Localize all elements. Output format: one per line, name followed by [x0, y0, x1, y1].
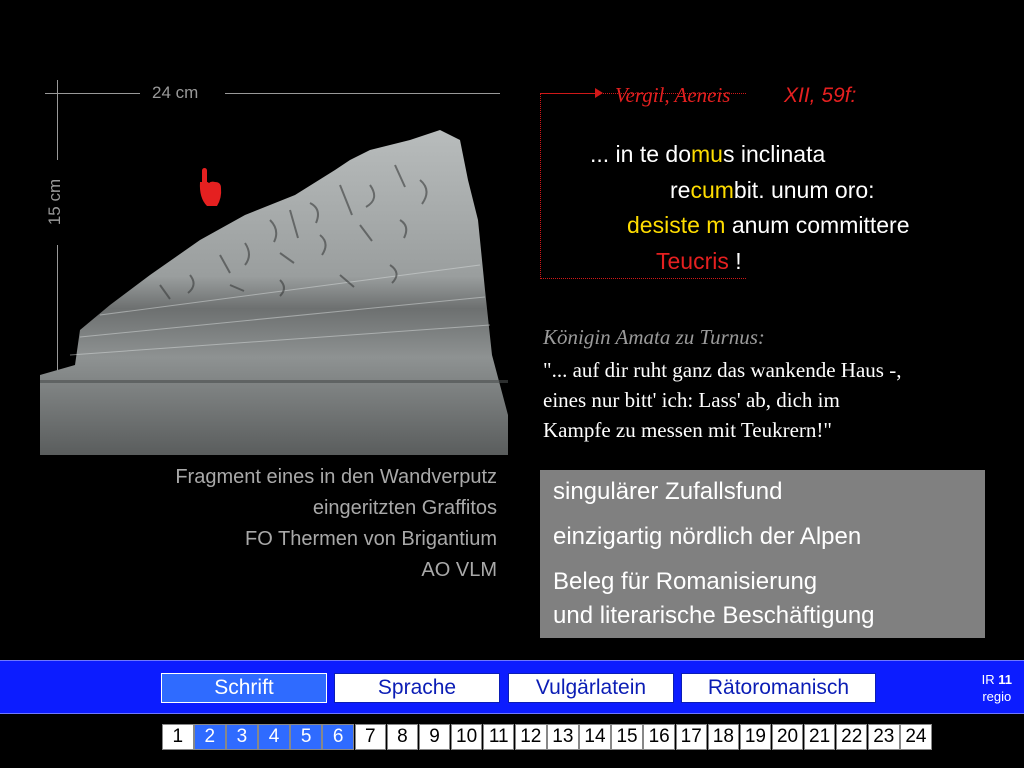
page-number-button[interactable]: 10 — [451, 724, 483, 750]
page-number-button[interactable]: 14 — [579, 724, 611, 750]
slide-code-number: 11 — [998, 672, 1012, 687]
page-number-button[interactable]: 4 — [258, 724, 290, 750]
page-number-button[interactable]: 19 — [740, 724, 772, 750]
latin-line-3 — [627, 212, 910, 239]
page-number-button[interactable]: 16 — [643, 724, 675, 750]
slide-code-sub: regio — [982, 689, 1012, 704]
latin-text: anum committere — [731, 212, 910, 238]
page-number-button[interactable]: 3 — [226, 724, 258, 750]
page-number-button[interactable]: 11 — [483, 724, 515, 750]
translation-heading: Königin Amata zu Turnus: — [543, 325, 765, 349]
page-number-button[interactable]: 12 — [515, 724, 547, 750]
latin-text: re — [670, 177, 691, 203]
page-number-button[interactable]: 23 — [868, 724, 900, 750]
page-number-button[interactable]: 18 — [708, 724, 740, 750]
quote-bracket-top — [540, 93, 595, 95]
translation-line: Kampfe zu messen mit Teukrern!" — [543, 418, 832, 442]
translation-line: eines nur bitt' ich: Lass' ab, dich im — [543, 388, 840, 412]
nav-button-schrift[interactable]: Schrift — [161, 673, 327, 703]
page-number-button[interactable]: 15 — [611, 724, 643, 750]
latin-highlight-red: Teucris — [656, 248, 729, 274]
page-number-button[interactable]: 8 — [387, 724, 419, 750]
page-number-button[interactable]: 9 — [419, 724, 451, 750]
caption-line: AO VLM — [421, 559, 497, 581]
latin-highlight: desiste m — [627, 212, 726, 238]
page-number-button[interactable]: 5 — [290, 724, 322, 750]
source-title: Vergil, Aeneis — [615, 83, 731, 107]
translation-text — [543, 355, 1013, 445]
arrow-right-icon — [595, 88, 603, 98]
fact-item: einzigartig nördlich der Alpen — [553, 523, 862, 550]
latin-highlight: cum — [690, 177, 734, 203]
fact-item: und literarische Beschäftigung — [553, 602, 875, 629]
graffito-fragment-image — [40, 125, 510, 455]
width-dimension-line — [225, 93, 500, 94]
source-reference: XII, 59f: — [784, 84, 857, 107]
translation-line: "... auf dir ruht ganz das wankende Haus -, — [543, 358, 902, 382]
page-number-button[interactable]: 13 — [547, 724, 579, 750]
fact-item: Beleg für Romanisierung — [553, 568, 818, 595]
nav-button-raetoromanisch[interactable]: Rätoromanisch — [681, 673, 876, 703]
slide-code — [982, 671, 1012, 705]
width-dimension-line — [45, 93, 140, 94]
page-navigation — [162, 724, 932, 750]
height-dimension-label: 15 cm — [45, 178, 64, 226]
nav-button-sprache[interactable]: Sprache — [334, 673, 500, 703]
latin-text: ! — [728, 248, 742, 274]
page-number-button[interactable]: 1 — [162, 724, 194, 750]
width-dimension-label: 24 cm — [152, 83, 199, 102]
pointing-hand-icon — [197, 168, 223, 208]
facts-box — [540, 470, 985, 638]
fact-item: singulärer Zufallsfund — [553, 478, 783, 505]
slide-code-prefix: IR — [981, 672, 995, 687]
latin-line-2 — [670, 177, 875, 204]
page-number-button[interactable]: 6 — [322, 724, 354, 750]
latin-text: ... in te do — [590, 141, 692, 167]
nav-button-vulgaerlatein[interactable]: Vulgärlatein — [508, 673, 674, 703]
latin-line-4 — [656, 248, 742, 275]
page-number-button[interactable]: 20 — [772, 724, 804, 750]
caption-line: FO Thermen von Brigantium — [245, 528, 497, 550]
page-number-button[interactable]: 2 — [194, 724, 226, 750]
page-number-button[interactable]: 17 — [676, 724, 708, 750]
latin-line-1 — [590, 141, 825, 168]
page-number-button[interactable]: 22 — [836, 724, 868, 750]
latin-highlight: mu — [691, 141, 723, 167]
navigation-bar — [0, 660, 1024, 714]
page-number-button[interactable]: 7 — [355, 724, 387, 750]
caption-line: Fragment eines in den Wandverputz — [175, 466, 497, 488]
page-number-button[interactable]: 21 — [804, 724, 836, 750]
latin-text: bit. unum oro: — [733, 177, 875, 203]
page-number-button[interactable]: 24 — [900, 724, 932, 750]
image-caption — [60, 462, 497, 586]
latin-text: s inclinata — [722, 141, 826, 167]
caption-line: eingeritzten Graffitos — [312, 497, 497, 519]
